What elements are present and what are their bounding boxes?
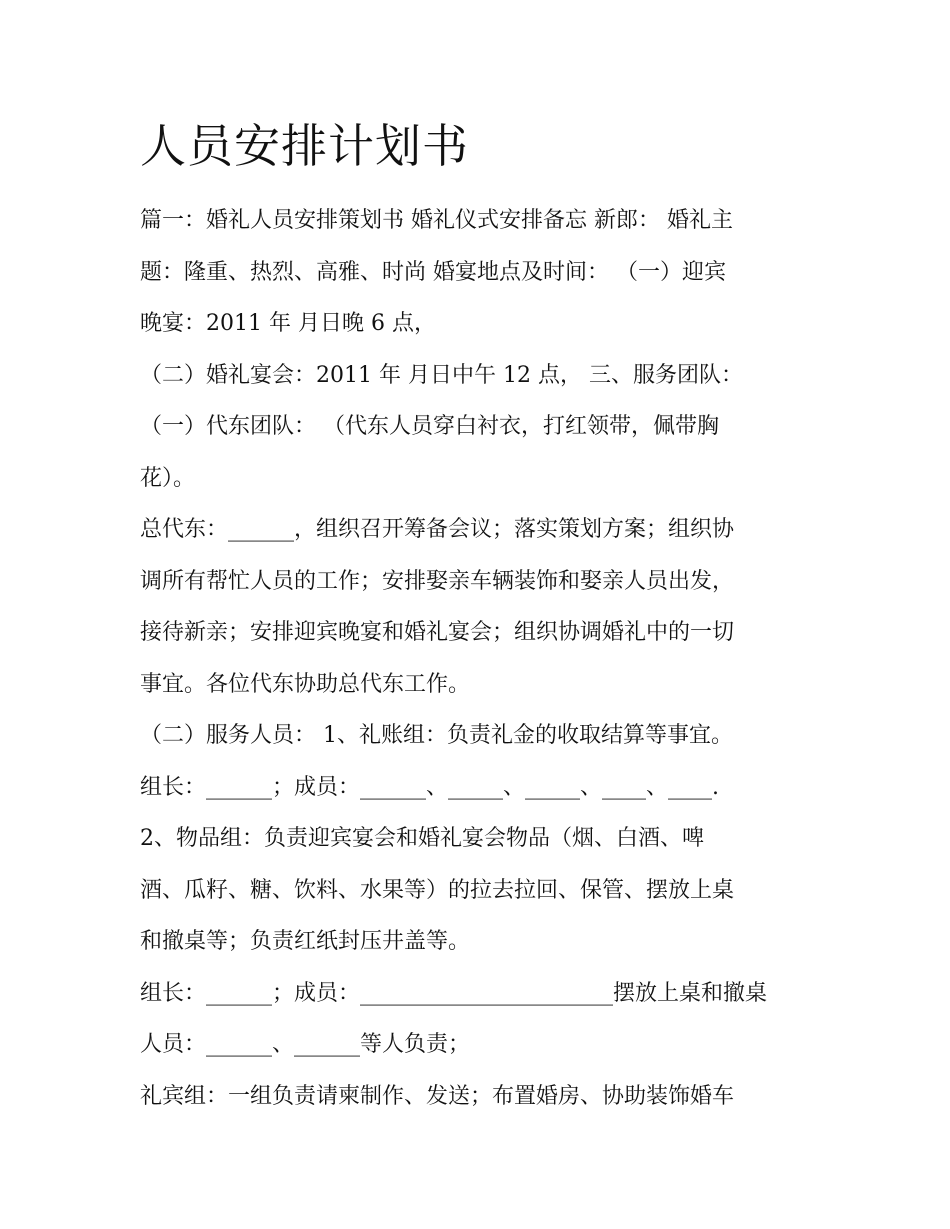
text-line: 花）。 xyxy=(140,465,196,491)
text-line: 晚宴：2011 年 月日晚 6 点， xyxy=(140,311,436,336)
text-line: 礼宾组：一组负责请柬制作、发送；布置婚房、协助装饰婚车 xyxy=(140,1083,735,1109)
text-line: 事宜。各位代东协助总代东工作。 xyxy=(140,671,471,697)
text-line: 题：隆重、热烈、高雅、时尚 婚宴地点及时间： （一）迎宾 xyxy=(140,259,726,285)
text-line: 组长：______；成员：_______________________摆放上桌和撤桌 xyxy=(140,980,768,1006)
text-line: 组长：______；成员：______、_____、_____、____、____. xyxy=(140,774,719,800)
text-line: 接待新亲；安排迎宾晚宴和婚礼宴会；组织协调婚礼中的一切 xyxy=(140,620,735,645)
text-line: 酒、瓜籽、糖、饮料、水果等）的拉去拉回、保管、摆放上桌 xyxy=(140,877,735,903)
text-line: 篇一：婚礼人员安排策划书 婚礼仪式安排备忘 新郎： 婚礼主 xyxy=(140,208,733,233)
text-line: 调所有帮忙人员的工作；安排娶亲车辆装饰和娶亲人员出发， xyxy=(140,568,735,594)
text-line: （二）婚礼宴会：2011 年 月日中午 12 点， 三、服务团队： xyxy=(140,362,743,388)
document-body xyxy=(140,195,820,1122)
text-line: 和撤桌等；负责红纸封压井盖等。 xyxy=(140,929,471,954)
document-title: 人员安排计划书 xyxy=(140,119,469,173)
text-line: （一）代东团队： （代东人员穿白衬衣，打红领带，佩带胸 xyxy=(140,414,719,439)
text-line: （二）服务人员： 1、礼账组：负责礼金的收取结算等事宜。 xyxy=(140,723,733,748)
text-line: 总代东：______，组织召开筹备会议；落实策划方案；组织协 xyxy=(140,517,735,542)
text-line: 人员：______、______等人负责； xyxy=(140,1032,471,1057)
text-line: 2、物品组：负责迎宾宴会和婚礼宴会物品（烟、白酒、啤 xyxy=(140,826,704,851)
